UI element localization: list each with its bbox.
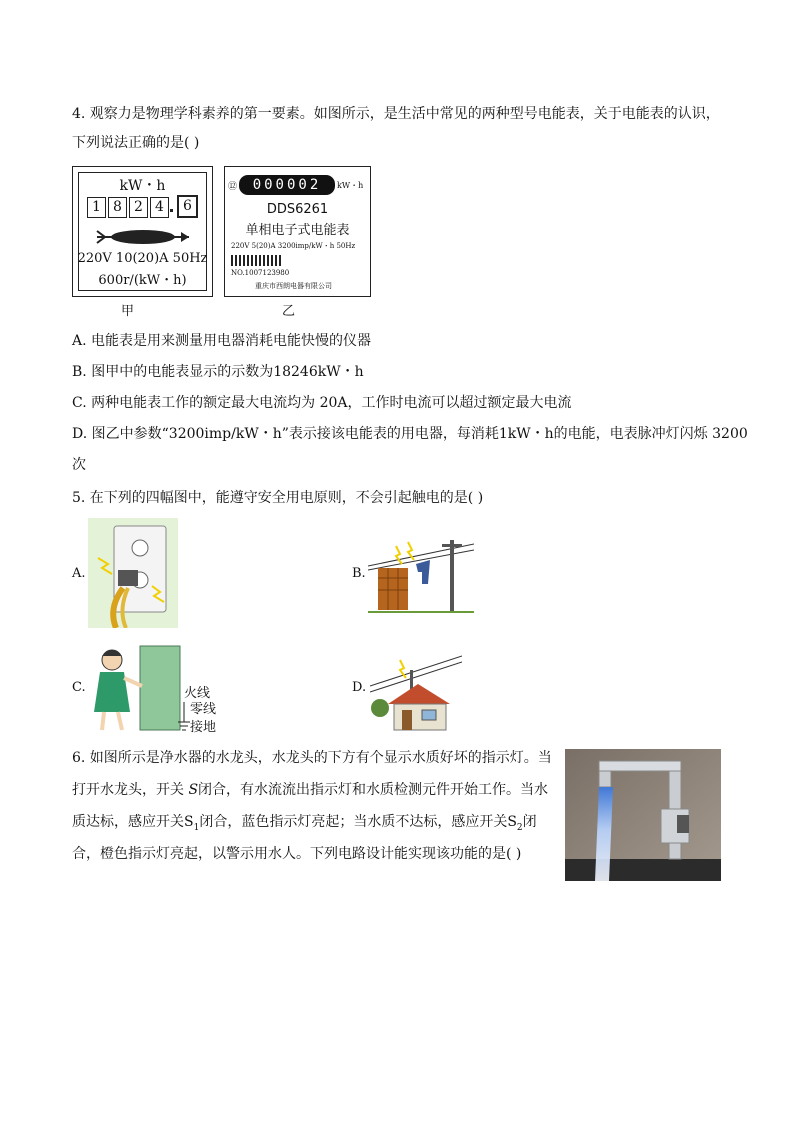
q5-wire-ground-label: 接地 [190, 720, 217, 735]
q6-switch-s: S [188, 782, 199, 798]
q4-option-a: A. 电能表是用来测量用电器消耗电能快慢的仪器 [72, 333, 372, 349]
q5-wire-ground-symbol [178, 702, 190, 732]
q5-image-b-laundry-on-wire [368, 536, 474, 614]
meter-a-digit-4: 4 [150, 197, 169, 218]
meter-a-digit-3: 2 [129, 197, 148, 218]
meter-b-name: 单相电子式电能表 [245, 223, 350, 238]
q5-image-a-socket [88, 518, 178, 628]
q6-line1: 6. 如图所示是净水器的水龙头，水龙头的下方有个显示水质好坏的指示灯。当 [72, 750, 552, 766]
meter-b-display: 000002 [239, 175, 335, 195]
q5-image-c-girl-and-appliance [90, 642, 182, 734]
q6-faucet-photo [565, 749, 721, 881]
q4-option-c: C. 两种电能表工作的额定最大电流均为 20A，工作时电流可以超过额定最大电流 [72, 395, 572, 411]
q5-label-d: D. [352, 680, 367, 695]
q6-line2: 打开水龙头，开关 S闭合，有水流流出指示灯和水质检测元件开始工作。当水 [72, 782, 549, 798]
q6-line4: 合，橙色指示灯亮起，以警示用水人。下列电路设计能实现该功能的是( ) [72, 846, 522, 862]
meter-b-maker: 重庆市西朗电器有限公司 [255, 282, 332, 290]
q4-option-b: B. 图甲中的电能表显示的示数为18246kW・h [72, 364, 364, 380]
meter-b-prefix: ⑫ [228, 182, 238, 192]
meter-a-digit-1: 1 [87, 197, 106, 218]
meter-a-disc-icon [93, 225, 193, 249]
meter-b-unit: kW・h [337, 181, 364, 190]
meter-b-caption: 乙 [282, 304, 296, 319]
meter-a-digit-5: 6 [177, 195, 198, 218]
q4-stem-line2: 下列说法正确的是( ) [72, 135, 200, 151]
q5-label-a: A. [72, 566, 86, 581]
meter-b-spec: 220V 5(20)A 3200imp/kW・h 50Hz [231, 242, 356, 250]
q4-option-d-line2: 次 [72, 457, 86, 473]
meter-b-figure [224, 166, 371, 297]
q4-option-d-line1: D. 图乙中参数“3200imp/kW・h”表示接该电能表的用电器，每消耗1kW・h的电能，电表脉冲灯闪烁 3200 [72, 426, 748, 442]
q5-label-b: B. [352, 566, 366, 581]
meter-a-caption: 甲 [121, 304, 135, 319]
q5-stem: 5. 在下列的四幅图中，能遵守安全用电原则，不会引起触电的是( ) [72, 490, 484, 506]
meter-a-rev: 600r/(kW・h) [98, 273, 187, 288]
meter-a-unit: kW・h [119, 178, 166, 194]
meter-a-figure [72, 166, 213, 297]
q4-stem-line1: 4. 观察力是物理学科素养的第一要素。如图所示，是生活中常见的两种型号电能表，关于电能表的认识， [72, 106, 720, 122]
q5-image-d-house-near-power-line [370, 646, 462, 732]
meter-b-model: DDS6261 [266, 202, 329, 217]
q5-label-c: C. [72, 680, 86, 695]
meter-b-number: NO.1007123980 [231, 269, 290, 277]
meter-a-spec: 220V 10(20)A 50Hz [77, 251, 208, 266]
meter-b-barcode [231, 255, 287, 266]
q5-wire-live-label: 火线 [184, 686, 211, 701]
q5-wire-neutral-label: 零线 [190, 702, 217, 717]
q6-line3: 质达标，感应开关$S_1$闭合，蓝色指示灯亮起；当水质不达标，感应开关$S_2$闭 [72, 814, 537, 833]
meter-a-digit-2: 8 [108, 197, 127, 218]
